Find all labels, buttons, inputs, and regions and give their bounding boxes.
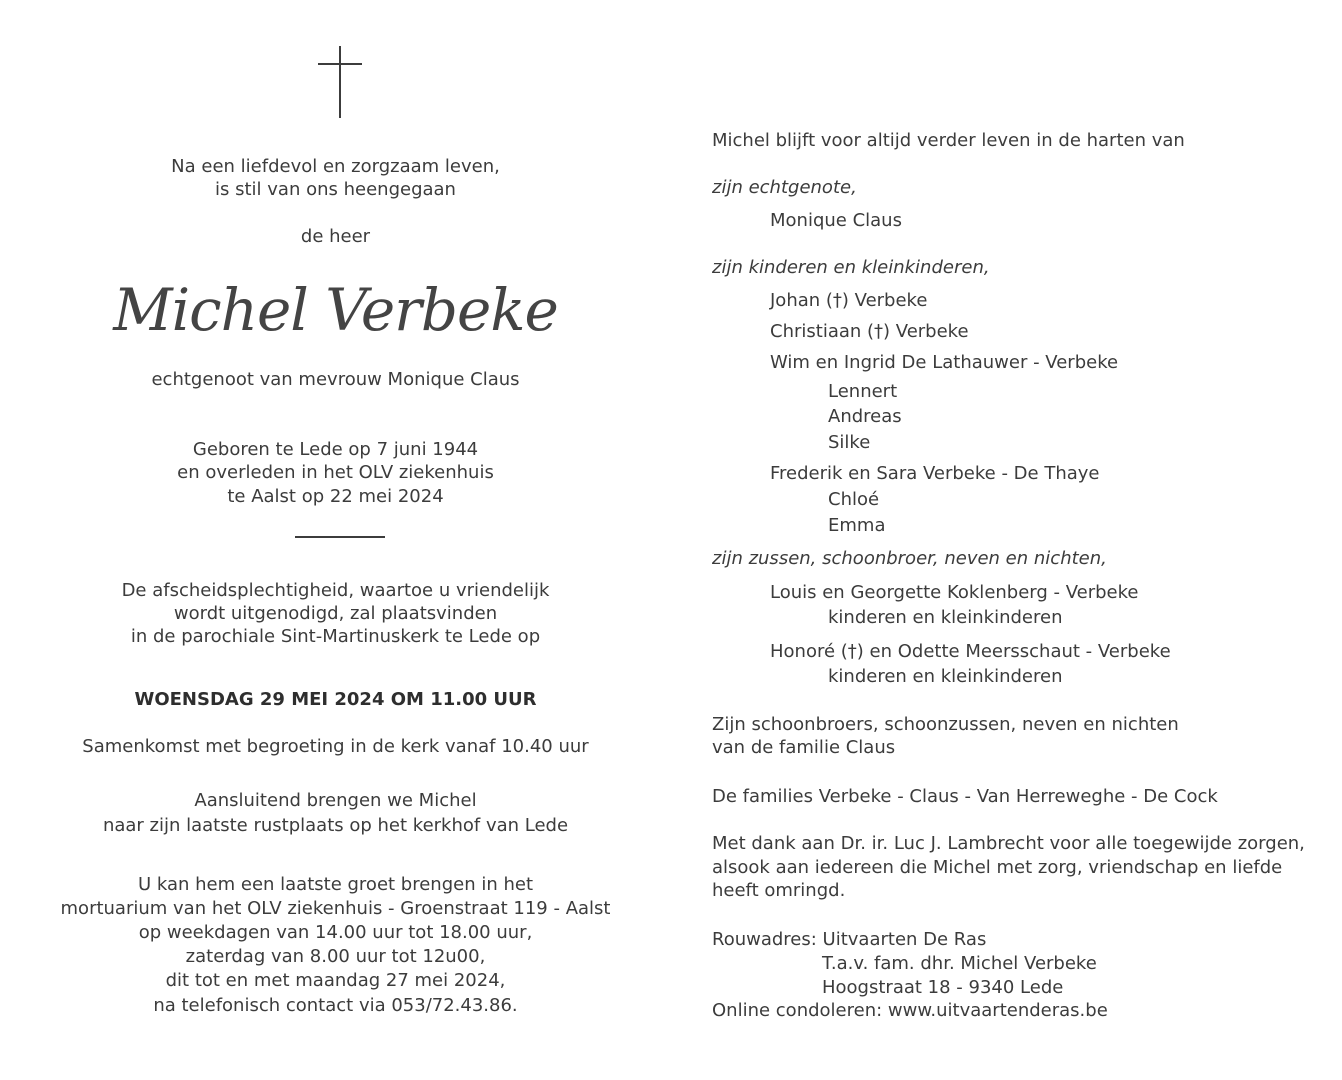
intro-line-2: is stil van ons heengegaan — [215, 179, 456, 200]
burial-line-2: naar zijn laatste rustplaats op het kerkhof van Lede — [102, 815, 569, 836]
born-line: Geboren te Lede op 7 juni 1944 — [192, 439, 479, 460]
intro-line-1: Na een liefdevol en zorgzaam leven, — [171, 156, 500, 177]
families-line: De families Verbeke - Claus - Van Herreweghe - De Cock — [712, 786, 1218, 807]
visit-line-1: U kan hem een laatste groet brengen in het — [137, 874, 534, 895]
visit-line-5: dit tot en met maandag 27 mei 2024, — [165, 970, 506, 991]
invite-line-2: wordt uitgenodigd, zal plaatsvinden — [173, 603, 498, 624]
visit-line-6: na telefonisch contact via 053/72.43.86. — [153, 995, 518, 1016]
inlaws-line-2: van de familie Claus — [712, 737, 896, 758]
invite-line-3: in de parochiale Sint-Martinuskerk te Lede op — [130, 626, 541, 647]
address-line-2: T.a.v. fam. dhr. Michel Verbeke — [822, 953, 1097, 974]
died-line-1: en overleden in het OLV ziekenhuis — [177, 462, 494, 483]
spouse-name: Monique Claus — [770, 210, 902, 231]
child-4: Frederik en Sara Verbeke - De Thaye — [770, 463, 1100, 484]
ceremony-date: WOENSDAG 29 MEI 2024 OM 11.00 UUR — [134, 689, 537, 710]
visit-line-3: op weekdagen van 14.00 uur tot 18.00 uur, — [138, 922, 533, 943]
grandchild-4: Chloé — [828, 489, 880, 510]
address-line-1: Rouwadres: Uitvaarten De Ras — [712, 929, 987, 950]
burial-line-1: Aansluitend brengen we Michel — [194, 790, 477, 811]
thanks-line-2: alsook aan iedereen die Michel met zorg, vriendschap en liefde — [712, 857, 1283, 878]
siblings-label: zijn zussen, schoonbroer, neven en nichten, — [712, 548, 1107, 569]
right-page — [671, 0, 1342, 1080]
died-line-2: te Aalst op 22 mei 2024 — [227, 486, 444, 507]
child-3: Wim en Ingrid De Lathauwer - Verbeke — [770, 352, 1119, 373]
spouse-label: zijn echtgenote, — [712, 177, 857, 198]
grandchild-1: Lennert — [828, 381, 898, 402]
thanks-line-1: Met dank aan Dr. ir. Luc J. Lambrecht voor alle toegewijde zorgen, — [712, 833, 1305, 854]
invite-line-1: De afscheidsplechtigheid, waartoe u vriendelijk — [121, 580, 550, 601]
thanks-line-3: heeft omringd. — [712, 880, 846, 901]
grandchild-3: Silke — [828, 432, 871, 453]
deceased-name: Michel Verbeke — [113, 276, 558, 344]
sibling-1-sub: kinderen en kleinkinderen — [828, 607, 1063, 628]
gathering-line: Samenkomst met begroeting in de kerk vanaf 10.40 uur — [82, 736, 589, 757]
sibling-2-sub: kinderen en kleinkinderen — [828, 666, 1063, 687]
sibling-2: Honoré (†) en Odette Meersschaut - Verbeke — [770, 641, 1171, 662]
spouse-line: echtgenoot van mevrouw Monique Claus — [151, 369, 520, 390]
right-heading: Michel blijft voor altijd verder leven in de harten van — [712, 130, 1185, 151]
grandchild-5: Emma — [828, 515, 886, 536]
sibling-1: Louis en Georgette Koklenberg - Verbeke — [770, 582, 1139, 603]
visit-line-4: zaterdag van 8.00 uur tot 12u00, — [185, 946, 486, 967]
divider — [295, 536, 385, 538]
cross-icon — [318, 46, 362, 118]
online-condolence-link[interactable]: Online condoleren: www.uitvaartenderas.be — [712, 1000, 1108, 1021]
children-label: zijn kinderen en kleinkinderen, — [712, 257, 990, 278]
visit-line-2: mortuarium van het OLV ziekenhuis - Groenstraat 119 - Aalst — [60, 898, 611, 919]
address-line-3: Hoogstraat 18 - 9340 Lede — [822, 977, 1064, 998]
child-1: Johan (†) Verbeke — [770, 290, 928, 311]
child-2: Christiaan (†) Verbeke — [770, 321, 969, 342]
title: de heer — [300, 226, 371, 247]
grandchild-2: Andreas — [828, 406, 902, 427]
inlaws-line-1: Zijn schoonbroers, schoonzussen, neven en nichten — [712, 714, 1179, 735]
